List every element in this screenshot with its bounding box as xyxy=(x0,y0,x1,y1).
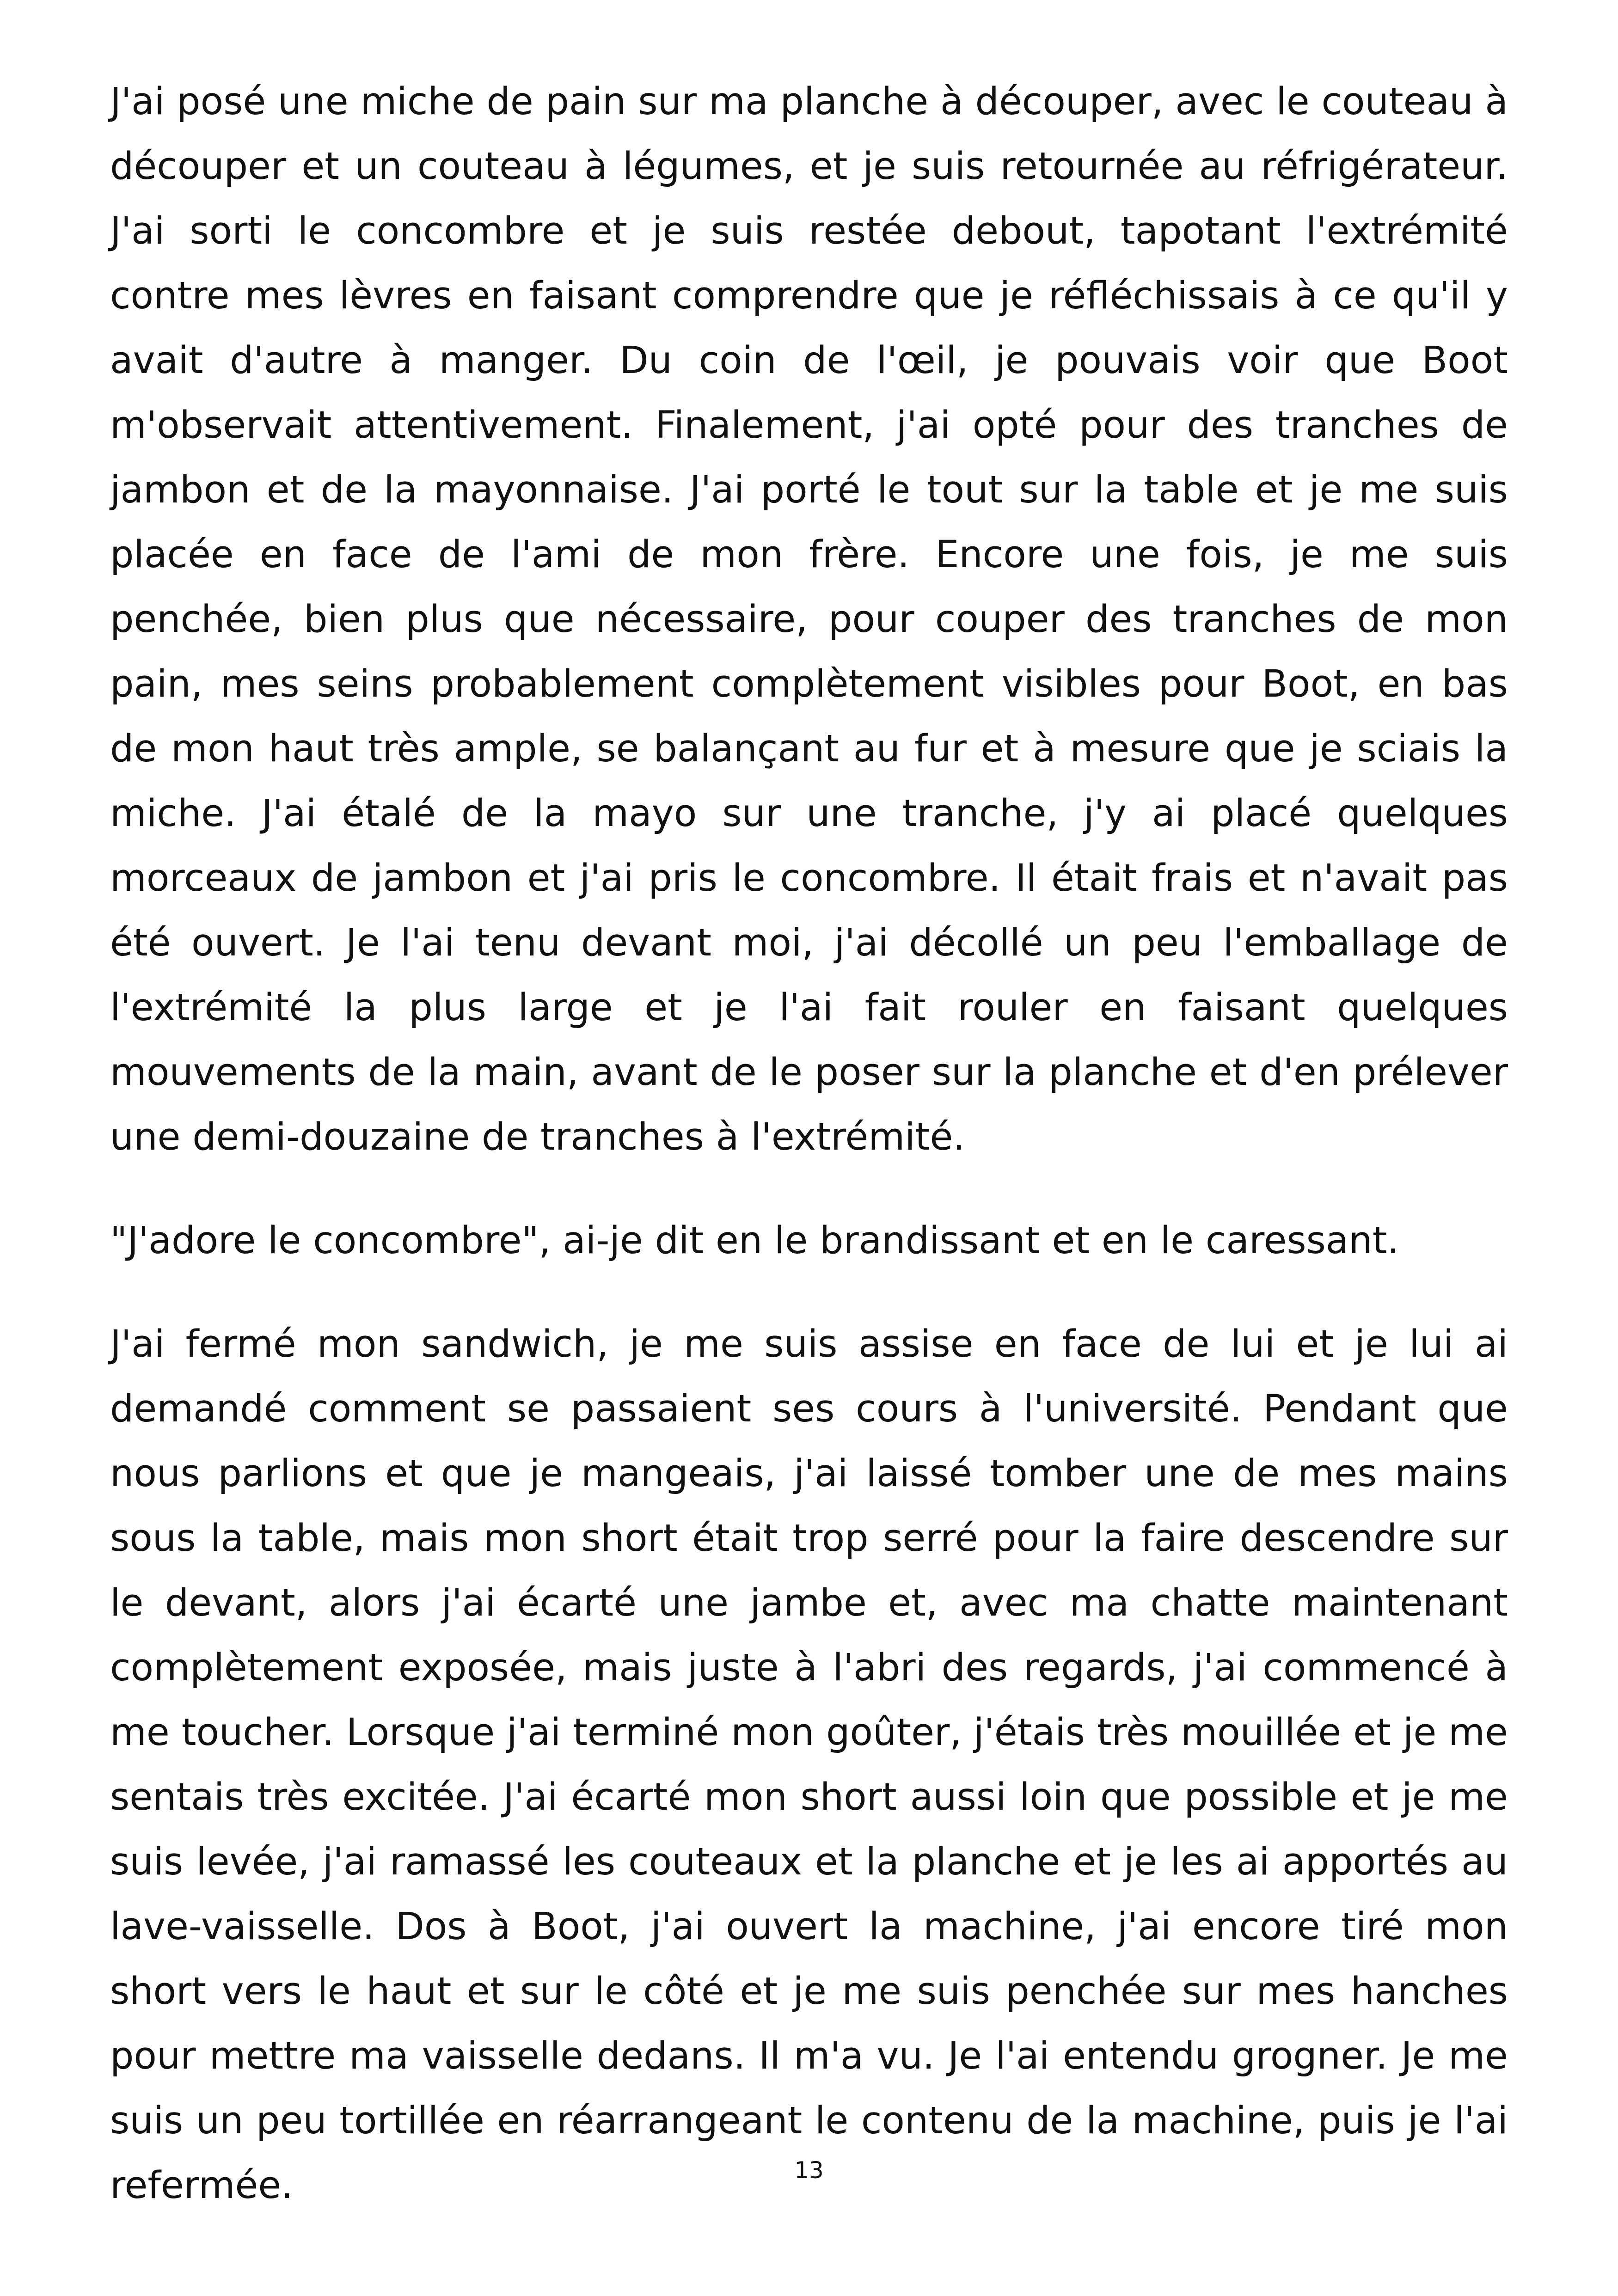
paragraph-2: "J'adore le concombre", ai-je dit en le brandissant et en le caressant. xyxy=(110,1219,1399,1262)
body-text xyxy=(110,69,1508,2218)
paragraph-1: J'ai posé une miche de pain sur ma planche à découper, avec le couteau à découper et un couteau à légumes, et je suis retournée au réfrigérateur. J'ai sorti le concombre et je suis restée debout, tapotant l'extrémité contre mes lèvres en faisant comprendre que je réfléchissais à ce qu'il y avait d'autre à manger. Du coin de l'œil, je pouvais voir que Boot m'observait attentivement. Finalement, j'ai opté pour des tranches de jambon et de la mayonnaise. J'ai porté le tout sur la table et je me suis placée en face de l'ami de mon frère. Encore une fois, je me suis penchée, bien plus que nécessaire, pour couper des tranches de mon pain, mes seins probablement complètement visibles pour Boot, en bas de mon haut très ample, se balançant au fur et à mesure que je sciais la miche. J'ai étalé de la mayo sur une tranche, j'y ai placé quelques morceaux de jambon et j'ai pris le concombre. Il était frais et n'avait pas été ouvert. Je l'ai tenu devant moi, j'ai décollé un peu l'emballage de l'extrémité la plus large et je l'ai fait rouler en faisant quelques mouvements de la main, avant de le poser sur la planche et d'en prélever une demi-douzaine de tranches à l'extrémité. xyxy=(110,80,1508,1159)
page-number: 13 xyxy=(794,2157,824,2184)
paragraph-3: J'ai fermé mon sandwich, je me suis assise en face de lui et je lui ai demandé comment se passaient ses cours à l'université. Pendant que nous parlions et que je mangeais, j'ai laissé tomber une de mes mains sous la table, mais mon short était trop serré pour la faire descendre sur le devant, alors j'ai écarté une jambe et, avec ma chatte maintenant complètement exposée, mais juste à l'abri des regards, j'ai commencé à me toucher. Lorsque j'ai terminé mon goûter, j'étais très mouillée et je me sentais très excitée. J'ai écarté mon short aussi loin que possible et je me suis levée, j'ai ramassé les couteaux et la planche et je les ai apportés au lave-vaisselle. Dos à Boot, j'ai ouvert la machine, j'ai encore tiré mon short vers le haut et sur le côté et je me suis penchée sur mes hanches pour mettre ma vaisselle dedans. Il m'a vu. Je l'ai entendu grogner. Je me suis un peu tortillée en réarrangeant le contenu de la machine, puis je l'ai refermée. xyxy=(110,1322,1508,2207)
